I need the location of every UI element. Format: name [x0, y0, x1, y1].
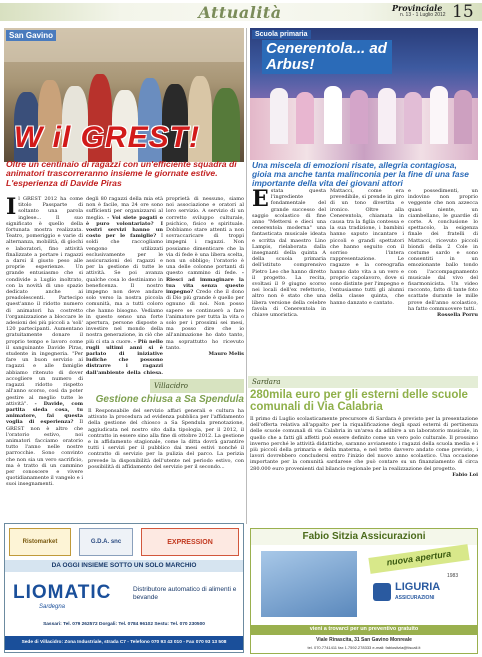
liomatic-region: Sardegna	[39, 604, 66, 610]
issue-info: n. 13 - 1 Luglio 2012	[400, 12, 446, 18]
article-column: Mattacci, come era prevedibile, si prende in giro di un tono divertita e ironico. Oltre alla Cenerentola, chiamata in causa tra la figlia contessa e la sua tradizione, i bambini hanno saputo incantare i piccoli e grandi spettatori che hanno seguito con il sorriso l'intera rappresentazione. Le ragazze e la coreografia hanno dato vita a un vero e proprio capolavoro, dove si sono distinte per l'impegno e l'entusiasmo tutti gli alunni della classe quinta, che hanno danzato e cantato.	[330, 188, 404, 306]
ad-year: 1983	[447, 573, 459, 579]
article-column: E stata questa l'ingrediente fondamentale del grande successo del saggio scolastico di fine anno "Mettersi e dieci una cenerentola moderna" una fantasticata musicale ideata e scritta dal maestro Lino Lampis, rielaborata dalla insegnanti della quinta A della scuola primaria dell'istituto comprensivo Pietro Leo che hanno diretto il progetto. La recita, svoltasi il 9 giugno scorso nei locali dell'ex refettorio, altro non è stato che una libera versione della celebre favola di Cenerentola in chiave umoristica.	[252, 188, 326, 319]
liguria-logo-icon	[373, 583, 391, 601]
article-column: degli 80 ragazzi della mia età non è facile, ma 24 ore sono sufficienti per organizzarsi al meglio. - Voi siete pagati o è puro volontariato? I vostri servizi hanno un costo per le famiglie? I soldi che raccogliamo vengono utilizzati esclusivamente per le assicurazioni dei ragazzi e per la gestione di tutte le attività. Se poi avanza qualche cosa lo destiniamo in beneficenza. Il nostro impegno non deve andare solo verso la nostra piccola comunità, ma a tutti coloro che hanno bisogno. Vediamo in questo senso una forte apertura, persone disposte a investire nel mondo della nostra generazione, in ciò che più ci sta a cuore. - Più nello rugli ultimi anni si è parlato di iniziative ludiche che possono distrarre i ragazzi dall'ambiente della chiesa.	[86, 196, 163, 376]
headline-spendula: Gestione chiusa a Sa Spendula	[95, 394, 244, 405]
article-column: Il GREST 2012 ha come titolo Passparte di soltanto una parola inglese... Il suo significato è quello della fortunata mostra realizzata. Teatro, pomeriggio e varie di alternanza, mobilità, di giochi e laboratori, fino attività finalizzate a portare i ragazzi a darsi il giusto peso alle proprie esperienze. Un grande entusiasmo che si condivide a Luglio inoltrato, con la novità di uno spazio dedicato anche ai preadolescenti. Partecipo quest'anno il ridotto numero di animatori ha costretto l'organizzazione a bloccare le adesioni dei più piccoli a 'soli' 120 partecipanti. Aumentano gratuitamente donare il proprio tempo e lavoro come il sanguinante Davide Piras, studente in ingegneria. "Per fare un buon servizio ai ragazzi e alle famiglie abbiamo ritenuto di dover accogliere un numero di ragazzi ridotto rispetto all'anno scorso, così da poter gestire al meglio tutte le attività". - Davide, com partita sieda cosa, tu animatore, fai questa voglia di esperienza? Il GREST non è altro che l'oratorio estivo, noi animatori facciamo oratorio tutto l'anno nelle nostre parrocchie. Sono convinto che non sia un vero sacrificio, ma è tratto di un cammino per conoscere e vivere quotidianamente il vangelo e i suoi insegnamenti.	[6, 196, 83, 488]
liomatic-contacts: Sassari: Tel. 079 262572 Dorgali: Tel. 0784 96102 Sestu: Tel. 070 230500	[43, 622, 205, 627]
headline-cenerentola: Cenerentola... ad Arbus!	[262, 40, 392, 74]
partner-logo: G.D.A. snc	[79, 528, 133, 556]
section-title: Attualità	[198, 3, 282, 22]
ad-tagline: vieni a trovarci per un preventivo gratuito	[251, 625, 477, 635]
article-column: Il primo di Luglio scolasticamente precursore di Sardara è previsto per la presentazione dell'offerta relativa all'appalto per la riqualificazione degli spazi esterni di pertinenza delle scuole comunali di via Calabria in un'area da adibire a un laboratorio musicale, in quello che a fatti gli affetti può essere definito come un vero polo culturale. Il prossimo inverno perché le attività didattiche, saranno avviamento i ragazzi della scuola media e i più piccoli della primaria e della materna, e nel tetto davvero andato come previsto, i lavori dovrebbero concludersi entro l'inizio del nuovo anno scolastico. Una occasione importante per la comunità sardarese che può contare su un finanziamento di circa 280.000 euro provenienti dal bilancio regionale per la realizzazione del progetto. Fabio Loi	[250, 416, 478, 478]
article-column: proprietà di nessuno, siamo noi associazione e oratori al loro servizio. A servizio di un corretto sviluppo culturale, psichico, fisico e spirituale. Dobbiamo stare attenti a non sovraccaricare di troppi impegni i ragazzi. Non possiamo dimenticare che la via di fede è una libera scelta, non un obbligo; l'oratorio è una delle colonne portanti di questo cammino di fede. - Riesci ad immaginare la tua vita senza questo impegno? Credo che il dono di Dio più grande è quello per ognuno di noi. Non posso sapere se continuerò a fare l'animatore per tutta la vita o solo per i prossimi sei mesi, ma posso dire che io all'animazione ho dato tanto, ma soprattutto ho ricevuto tanto. Mauro Melis	[166, 196, 244, 358]
partner-logo: EXPRESSION	[141, 528, 239, 556]
ad-address: Viale Rinascita, 31 San Gavino Monreale	[316, 637, 412, 643]
page-header	[0, 0, 482, 24]
ad-banner-text: DA OGGI INSIEME SOTTO UN SOLO MARCHIO	[5, 560, 243, 572]
article-column: Il Responsabile del servizio affari generali e cultura ha attivato la procedura ad evidenza pubblica per l'affidamento della gestione del chiosco a Sa Spendula prenotazione, aggiudicata nel nostro sito dalla tipologia, per il 2012, il contratto in essere sino alla fine di ottobre 2012. La gestione e in affidamento stagionale, come la ditta dovrà garantire tutti i servizi per il pubblico dai mesi estivi nonché il contratto di servizio per la pulizia del parco. La perizia prevede la disponibilità dell'utente nel periodo estivo, con possibilità di affidamento del servizio per il secondo...	[88, 408, 244, 470]
article-column: e possedimenti, un indovino non proprio veggente che non azzecca quasi niente, un ciambellano, le guardie di corte. A conclusione lo spettacolo, la esigenza finale dei fratelli di Mattacci, ricevuto piccoli biondi della 2 Cole in costume sardo e sono consentiti in un emozionante ballo tondo con l'accompagnamento musicale dal vivo del fisarmonicista. Un video racconto, fatto di tante foto scattate durante le mille prove dell'anno scolastico, ha fatto commuovere tutti. Rossella Porru	[408, 188, 478, 319]
sardara-label: Sardara	[248, 376, 478, 388]
ad-phone: tel. 070.7741411 fax 1.7592.278333 e-mail: fabiositzia@tiscali.it	[307, 645, 421, 650]
page-number: 15	[452, 2, 474, 22]
fabio-sitzia-ad	[250, 528, 478, 654]
partner-logo: Ristomarket	[9, 528, 71, 556]
company-sub: ASSICURAZIONI	[395, 595, 435, 601]
liomatic-logo: LIOMATIC	[13, 582, 112, 603]
author-name-loi: Fabio Loi	[452, 471, 478, 478]
ad-title: Fabio Sitzia Assicurazioni	[251, 529, 477, 545]
author-name-porru: Rossella Porru	[437, 312, 478, 319]
liomatic-tagline: Distributore automatico di alimenti e bevande	[133, 586, 237, 601]
brand-name: Provinciale	[392, 3, 443, 13]
liomatic-ad	[4, 523, 244, 653]
villacidro-label: Villacidro	[150, 379, 244, 393]
column-divider	[246, 28, 247, 524]
building-photo	[261, 551, 357, 617]
author-name: Mauro Melis	[208, 351, 244, 358]
nuova-apertura-badge: nuova apertura	[368, 544, 469, 574]
headline: W il GREST!	[14, 121, 200, 154]
company-name: LIGURIA	[395, 581, 441, 593]
liomatic-address: Sede di Villacidro: Zona Industriale, strada C7 - Telefono 070 93 43 010 - Fax 070 93 13 508	[5, 636, 243, 650]
location-tag: San Gavino	[6, 30, 56, 41]
location-tag-primary: Scuola primaria	[252, 30, 311, 39]
headline-sardara: 280mila euro per gli esterni delle scuole comunali di Via Calabria	[250, 389, 468, 413]
subheadline: Oltre un centinaio di ragazzi con un'efficiente squadra di animatori trascorreranno insieme le giornate estive. L'esperienza di Davide Piras	[6, 159, 237, 188]
subheadline-cenerentola: Una miscela di emozioni risate, allegria contagiosa, gioia ma anche tanta malinconia per la fine di una fase importante della vita dei giovani attori	[252, 160, 469, 189]
